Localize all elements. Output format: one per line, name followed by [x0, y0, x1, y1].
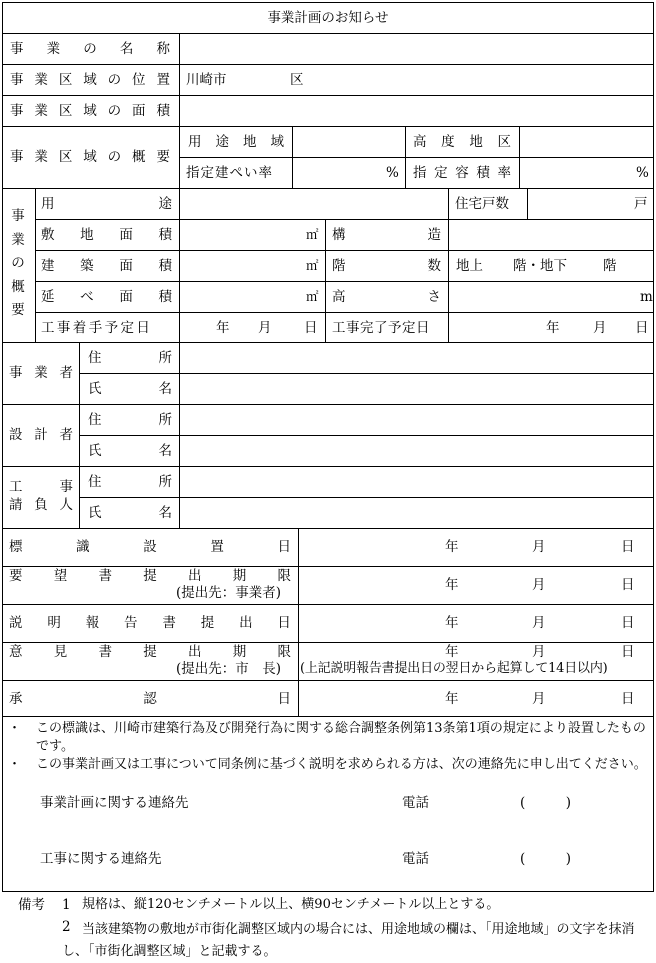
floors-below: 階・地下 — [513, 258, 567, 274]
area-label: 事 業 区 域 の 面 積 — [10, 103, 170, 119]
ward-text: 区 — [290, 72, 304, 88]
contact-project-phone: ( ) — [520, 795, 572, 811]
sign-month: 月 — [532, 539, 546, 555]
sign-day: 日 — [621, 539, 635, 555]
remark-1-number: 1 — [62, 897, 71, 913]
end-day: 日 — [635, 320, 649, 336]
opinion-note: (上記説明報告書提出日の翌日から起算して14日以内) — [300, 661, 608, 676]
households-unit: 戸 — [634, 196, 648, 212]
contact-works-phone: ( ) — [520, 851, 572, 867]
report-day: 日 — [621, 615, 635, 631]
floors-above: 地上 — [456, 258, 483, 274]
note-2: この事業計画又は工事について同条例に基づく説明を求められる方は、次の連絡先に申し出てください。 — [36, 757, 647, 772]
request-submit-to: (提出先：事業者) — [176, 585, 282, 601]
project-name-label: 事 業 の 名 称 — [10, 41, 170, 57]
bcr-percent: % — [386, 165, 399, 181]
contractor-address-label: 住 所 — [88, 474, 172, 490]
opinion-deadline-label: 意 見 書 提 出 期 限 — [9, 644, 291, 660]
operator-label: 事 業 者 — [9, 365, 73, 381]
far-label: 指 定 容 積 率 — [413, 165, 511, 181]
households-label: 住宅戸数 — [455, 196, 509, 212]
height-label: 高 さ — [332, 289, 441, 305]
remark-2-number: 2 — [62, 919, 71, 935]
remark-1: 規格は、縦120センチメートル以上、横90センチメートル以上とする。 — [82, 897, 500, 912]
opinion-day: 日 — [621, 644, 635, 660]
end-year: 年 — [546, 320, 560, 336]
report-year: 年 — [445, 615, 459, 631]
contact-project-phone-label: 電話 — [402, 795, 429, 811]
building-area-unit: ㎡ — [306, 258, 319, 273]
contact-works-label: 工事に関する連絡先 — [40, 851, 162, 867]
project-side-label: 事 業 の 概 要 — [11, 208, 25, 318]
designer-name-label: 氏 名 — [88, 443, 172, 459]
approval-date-label: 承 認 日 — [9, 691, 291, 707]
overview-label: 事 業 区 域 の 概 要 — [10, 149, 170, 165]
notes: ・ この標識は、川崎市建築行為及び開発行為に関する総合調整条例第13条第1項の規定により設置したものです。 ・ この事業計画又は工事について同条例に基づく説明を求められる方は、次の連絡先に申し出てください。 — [8, 720, 650, 774]
request-day: 日 — [621, 577, 635, 593]
request-deadline-label: 要 望 書 提 出 期 限 — [9, 568, 291, 584]
operator-name-label: 氏 名 — [88, 381, 172, 397]
report-month: 月 — [532, 615, 546, 631]
location-label: 事 業 区 域 の 位 置 — [10, 72, 170, 88]
floor-area-unit: ㎡ — [306, 289, 319, 304]
height-unit: m — [640, 289, 653, 305]
building-area-label: 建 築 面 積 — [41, 258, 172, 274]
opinion-submit-to: (提出先：市 長) — [176, 661, 282, 677]
form-title: 事業計画のお知らせ — [267, 10, 389, 26]
contractor-name-label: 氏 名 — [88, 505, 172, 521]
end-date-label: 工事完了予定日 — [332, 320, 430, 336]
bcr-label: 指定建ぺい率 — [186, 165, 273, 181]
opinion-year: 年 — [445, 644, 459, 660]
end-month: 月 — [593, 320, 607, 336]
zoning-label: 用 途 地 域 — [188, 134, 284, 150]
start-day: 日 — [304, 320, 318, 336]
site-area-unit: ㎡ — [306, 227, 319, 242]
contact-project-label: 事業計画に関する連絡先 — [40, 795, 189, 811]
height-zone-label: 高 度 地 区 — [413, 134, 511, 150]
floors-unit: 階 — [603, 258, 617, 274]
sign-year: 年 — [445, 539, 459, 555]
request-month: 月 — [532, 577, 546, 593]
contractor-label-2: 請 負 人 — [9, 497, 73, 513]
city-text: 川崎市 — [186, 72, 227, 88]
approval-month: 月 — [532, 691, 546, 707]
use-label: 用 途 — [41, 196, 172, 212]
approval-year: 年 — [445, 691, 459, 707]
contractor-label-1: 工 事 — [9, 479, 73, 495]
sign-date-label: 標 識 設 置 日 — [9, 539, 291, 555]
operator-address-label: 住 所 — [88, 350, 172, 366]
approval-day: 日 — [621, 691, 635, 707]
far-percent: % — [636, 165, 649, 181]
note-1: この標識は、川崎市建築行為及び開発行為に関する総合調整条例第13条第1項の規定により設置したものです。 — [36, 721, 646, 754]
start-date-label: 工事着手予定日 — [41, 320, 153, 336]
remarks-label: 備考 — [18, 897, 45, 913]
remark-2: 当該建築物の敷地が市街化調整区域内の場合には、用途地域の欄は、「用途地域」の文字を抹消し、「市街化調整区域」と記載する。 — [62, 922, 635, 959]
floor-area-label: 延 べ 面 積 — [41, 289, 172, 305]
designer-label: 設 計 者 — [9, 427, 73, 443]
report-date-label: 説 明 報 告 書 提 出 日 — [9, 615, 291, 631]
designer-address-label: 住 所 — [88, 412, 172, 428]
floors-label: 階 数 — [332, 258, 441, 274]
opinion-month: 月 — [532, 644, 546, 660]
structure-label: 構 造 — [332, 227, 441, 243]
site-area-label: 敷 地 面 積 — [41, 227, 172, 243]
start-year: 年 — [216, 320, 230, 336]
contact-works-phone-label: 電話 — [402, 851, 429, 867]
request-year: 年 — [445, 577, 459, 593]
start-month: 月 — [258, 320, 272, 336]
